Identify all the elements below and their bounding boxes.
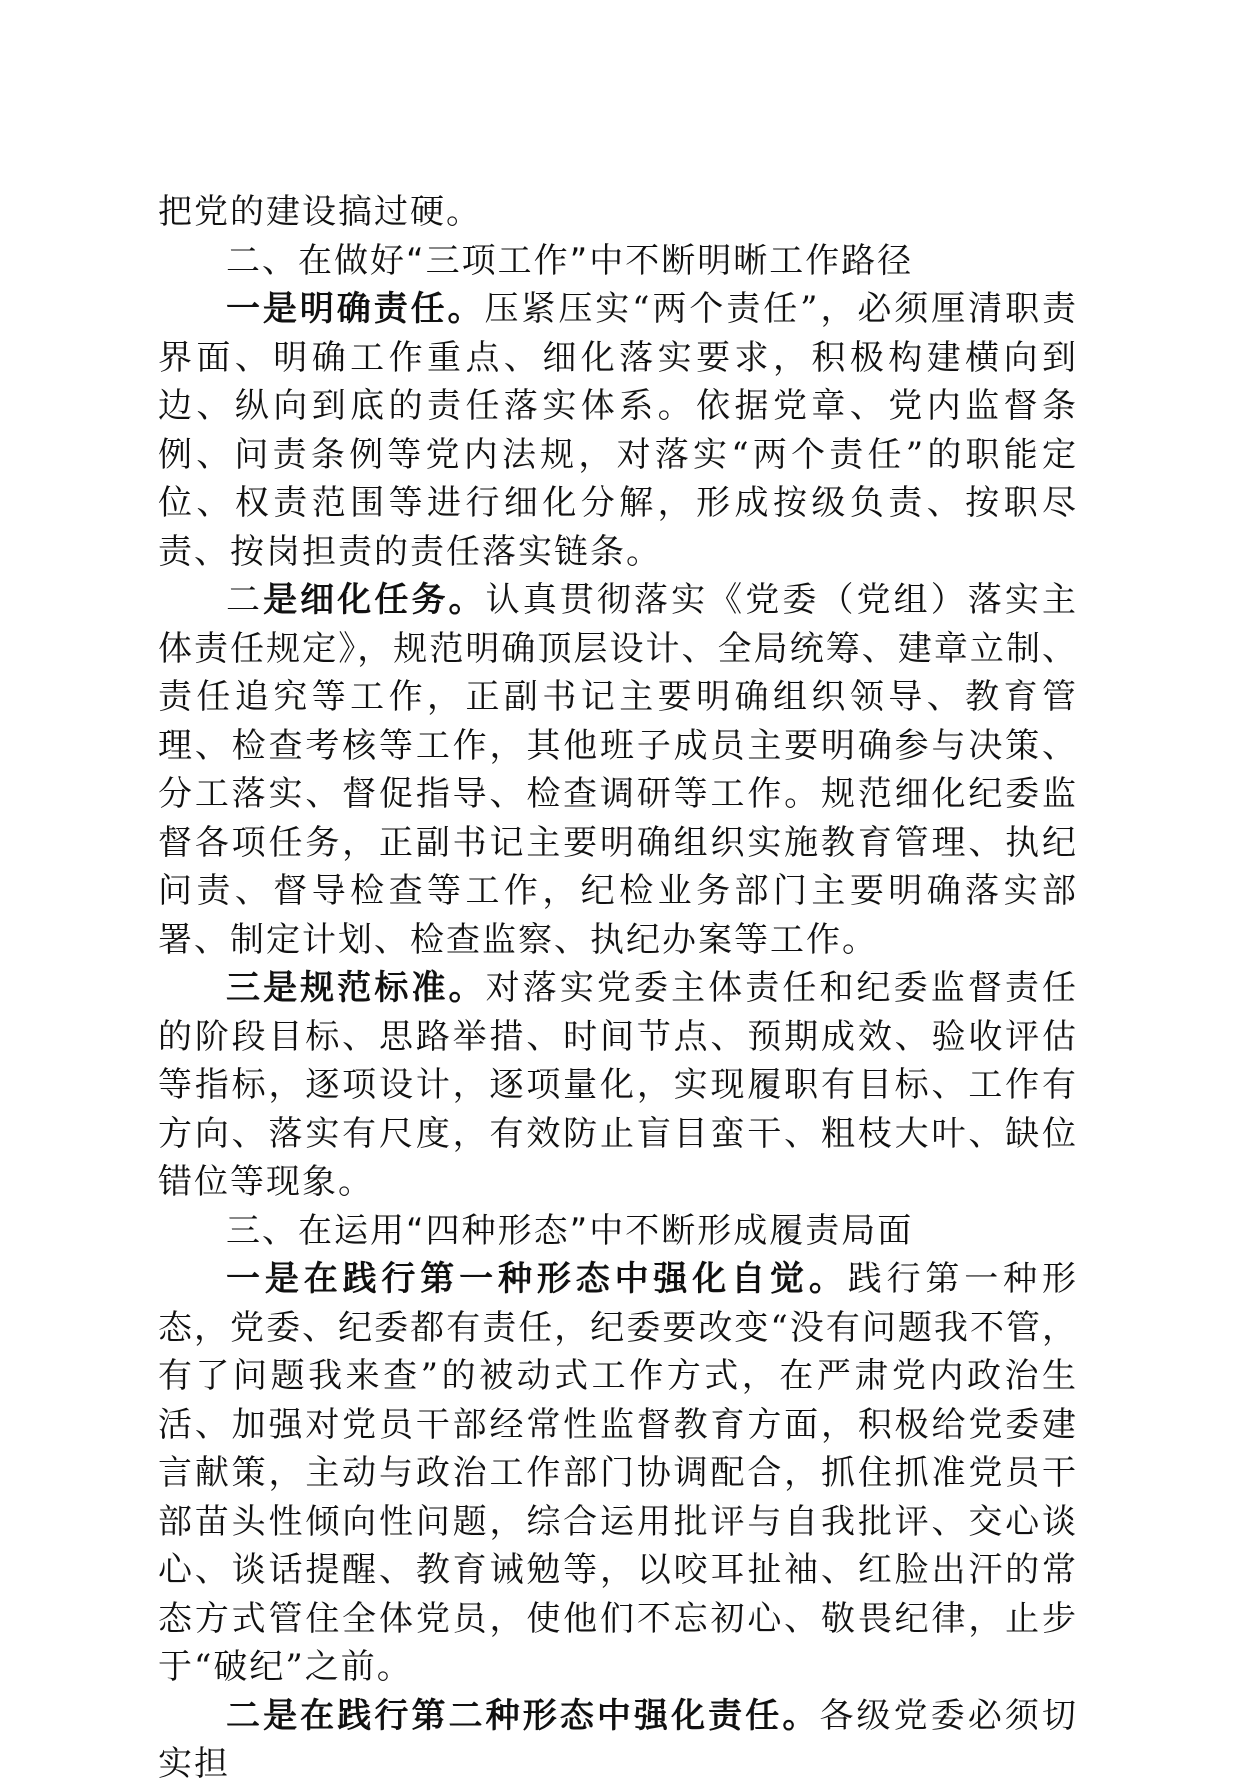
body-clarify-responsibility: 压紧压实“两个责任”，必须厘清职责界面、明确工作重点、细化落实要求，积极构建横向到边、纵向到底的责任落实体系。依据党章、党内监督条例、问责条例等党内法规，对落实“两个责任”的职能定位、权责范围等进行细化分解，形成按级负责、按职尽责、按岗担责的责任落实链条。	[158, 289, 1079, 572]
lead-first-form: 一是在践行第一种形态中强化自觉。	[226, 1259, 848, 1299]
paragraph-first-form	[158, 1255, 1078, 1692]
lead-clarify-responsibility: 一是明确责任。	[226, 289, 485, 329]
lead-standardize: 三是规范标准。	[226, 968, 486, 1008]
body-second-form: 各级党委必须切实担	[158, 1695, 1078, 1784]
lead-refine-tasks: 是细化任务。	[263, 580, 486, 620]
lead-second-form: 二是在践行第二种形态中强化责任。	[226, 1695, 820, 1736]
body-standardize: 对落实党委主体责任和纪委监督责任的阶段目标、思路举措、时间节点、预期成效、验收评估等指标，逐项设计，逐项量化，实现履职有目标、工作有方向、落实有尺度，有效防止盲目蛮干、粗枝大叶、缺位错位等现象。	[158, 968, 1079, 1202]
paragraph-standardize	[158, 964, 1078, 1207]
body-refine-tasks: 认真贯彻落实《党委（党组）落实主体责任规定》，规范明确顶层设计、全局统筹、建章立制、责任追究等工作，正副书记主要明确组织领导、教育管理、检查考核等工作，其他班子成员主要明确参与决策、分工落实、督促指导、检查调研等工作。规范细化纪委监督各项任务，正副书记主要明确组织实施教育管理、执纪问责、督导检查等工作，纪检业务部门主要明确落实部署、制定计划、检查监察、执纪办案等工作。	[158, 580, 1079, 960]
body-first-form: 践行第一种形态，党委、纪委都有责任，纪委要改变“没有问题我不管，有了问题我来查”的被动式工作方式，在严肃党内政治生活、加强对党员干部经常性监督教育方面，积极给党委建言献策，主动与政治工作部门协调配合，抓住抓准党员干部苗头性倾向性问题，综合运用批评与自我批评、交心谈心、谈话提醒、教育诫勉等，以咬耳扯袖、红脸出汗的常态方式管住全体党员，使他们不忘初心、敬畏纪律，止步于“破纪”之前。	[158, 1259, 1079, 1687]
paragraph-clarify-responsibility	[158, 285, 1078, 576]
section-heading-2: 二、在做好“三项工作”中不断明晰工作路径	[226, 240, 914, 281]
paragraph-second-form	[158, 1692, 1078, 1789]
document-page	[158, 188, 1078, 1789]
paragraph-continuation: 把党的建设搞过硬。	[158, 192, 482, 232]
lead-plain-refine-tasks: 二	[226, 580, 264, 620]
section-heading-3: 三、在运用“四种形态”中不断形成履责局面	[226, 1210, 914, 1251]
paragraph-refine-tasks	[158, 576, 1078, 964]
